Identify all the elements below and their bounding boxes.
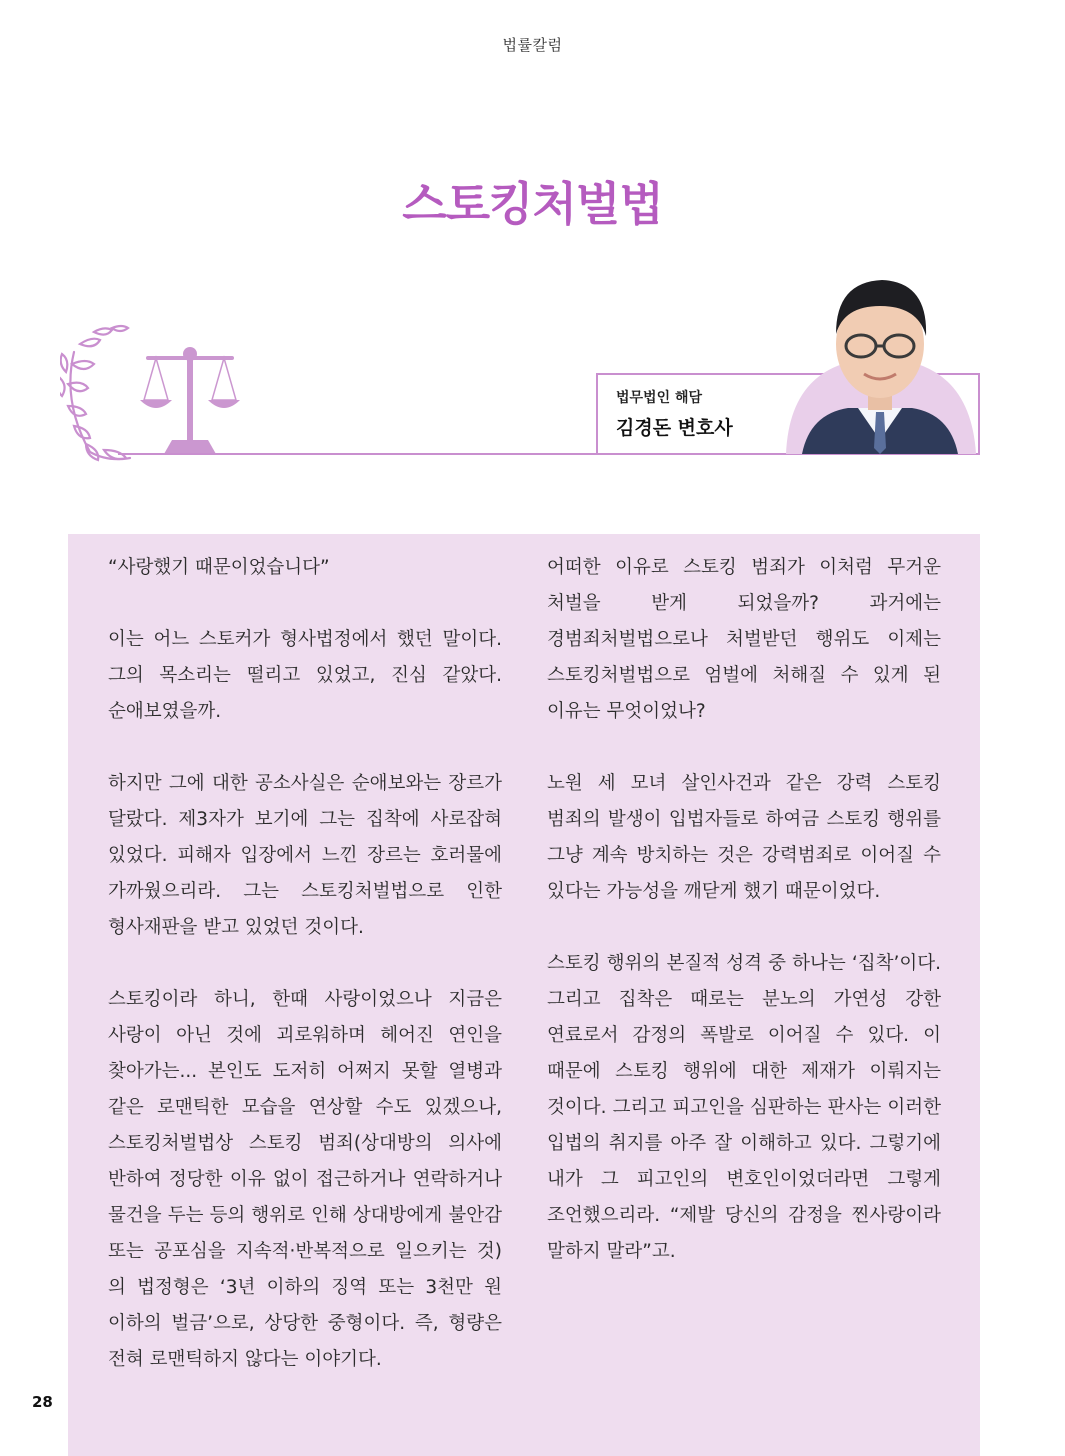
paragraph: 스토킹 행위의 본질적 성격 중 하나는 ‘집착’이다. 그리고 집착은 때로는 분노의 가연성 강한 연료로서 감정의 폭발로 이어질 수 있다. 이 때문에 스토킹 행위에 대한 제재가 이뤄지는 것이다. 그리고 피고인을 심판하는 판사는 이러한 입법의 취지를 아주 잘 이해하고 있다. 그렇기에 내가 그 피고인의 변호인이었더라면 그렇게 조언했으리라. “제발 당신의 감정을 찐사랑이라 말하지 말라”고. xyxy=(547,953,941,1262)
paragraph: 하지만 그에 대한 공소사실은 순애보와는 장르가 달랐다. 제3자가 보기에 그는 집착에 사로잡혀 있었다. 피해자 입장에서 느낀 장르는 호러물에 가까웠으리라. 그는 스토킹처벌법으로 인한 형사재판을 받고 있었던 것이다. xyxy=(108,773,502,938)
page-number: 28 xyxy=(32,1393,53,1411)
paragraph: 어떠한 이유로 스토킹 범죄가 이처럼 무거운 처벌을 받게 되었을까? 과거에는 경범죄처벌법으로나 처벌받던 행위도 이제는 스토킹처벌법으로 엄벌에 처해질 수 있게 된 이유는 무엇이었나? xyxy=(547,557,941,722)
laurel-icon xyxy=(60,326,130,460)
author-name: 김경돈 변호사 xyxy=(616,417,733,439)
laurel-scales-decoration xyxy=(60,322,260,467)
author-portrait xyxy=(780,262,980,454)
paragraph: 스토킹이라 하니, 한때 사랑이었으나 지금은 사랑이 아닌 것에 괴로워하며 헤어진 연인을 찾아가는... 본인도 도저히 어쩌지 못할 열병과 같은 로맨틱한 모습을 연상할 수도 있겠으나, 스토킹처벌법상 스토킹 범죄(상대방의 의사에 반하여 정당한 이유 없이 접근하거나 연락하거나 물건을 두는 등의 행위로 인해 상대방에게 불안감 또는 공포심을 지속적·반복적으로 일으키는 것)의 법정형은 ‘3년 이하의 징역 또는 3천만 원 이하의 벌금’으로, 상당한 중형이다. 즉, 형량은 전혀 로맨틱하지 않다는 이야기다. xyxy=(108,989,502,1370)
paragraph: 이는 어느 스토커가 형사법정에서 했던 말이다. 그의 목소리는 떨리고 있었고, 진심 같았다. 순애보였을까. xyxy=(108,629,502,722)
page-title: 스토킹처벌법 xyxy=(402,177,663,231)
article-column-left xyxy=(108,550,502,1414)
divider-line xyxy=(118,453,596,455)
article-column-right xyxy=(547,550,941,1306)
section-label: 법률칼럼 xyxy=(502,36,563,54)
author-org: 법무법인 해담 xyxy=(616,390,703,406)
scales-icon xyxy=(140,347,240,454)
paragraph: 노원 세 모녀 살인사건과 같은 강력 스토킹 범죄의 발생이 입법자들로 하여금 스토킹 행위를 그냥 계속 방치하는 것은 강력범죄로 이어질 수 있다는 가능성을 깨닫게 했기 때문이었다. xyxy=(547,773,941,902)
paragraph: “사랑했기 때문이었습니다” xyxy=(108,557,330,578)
